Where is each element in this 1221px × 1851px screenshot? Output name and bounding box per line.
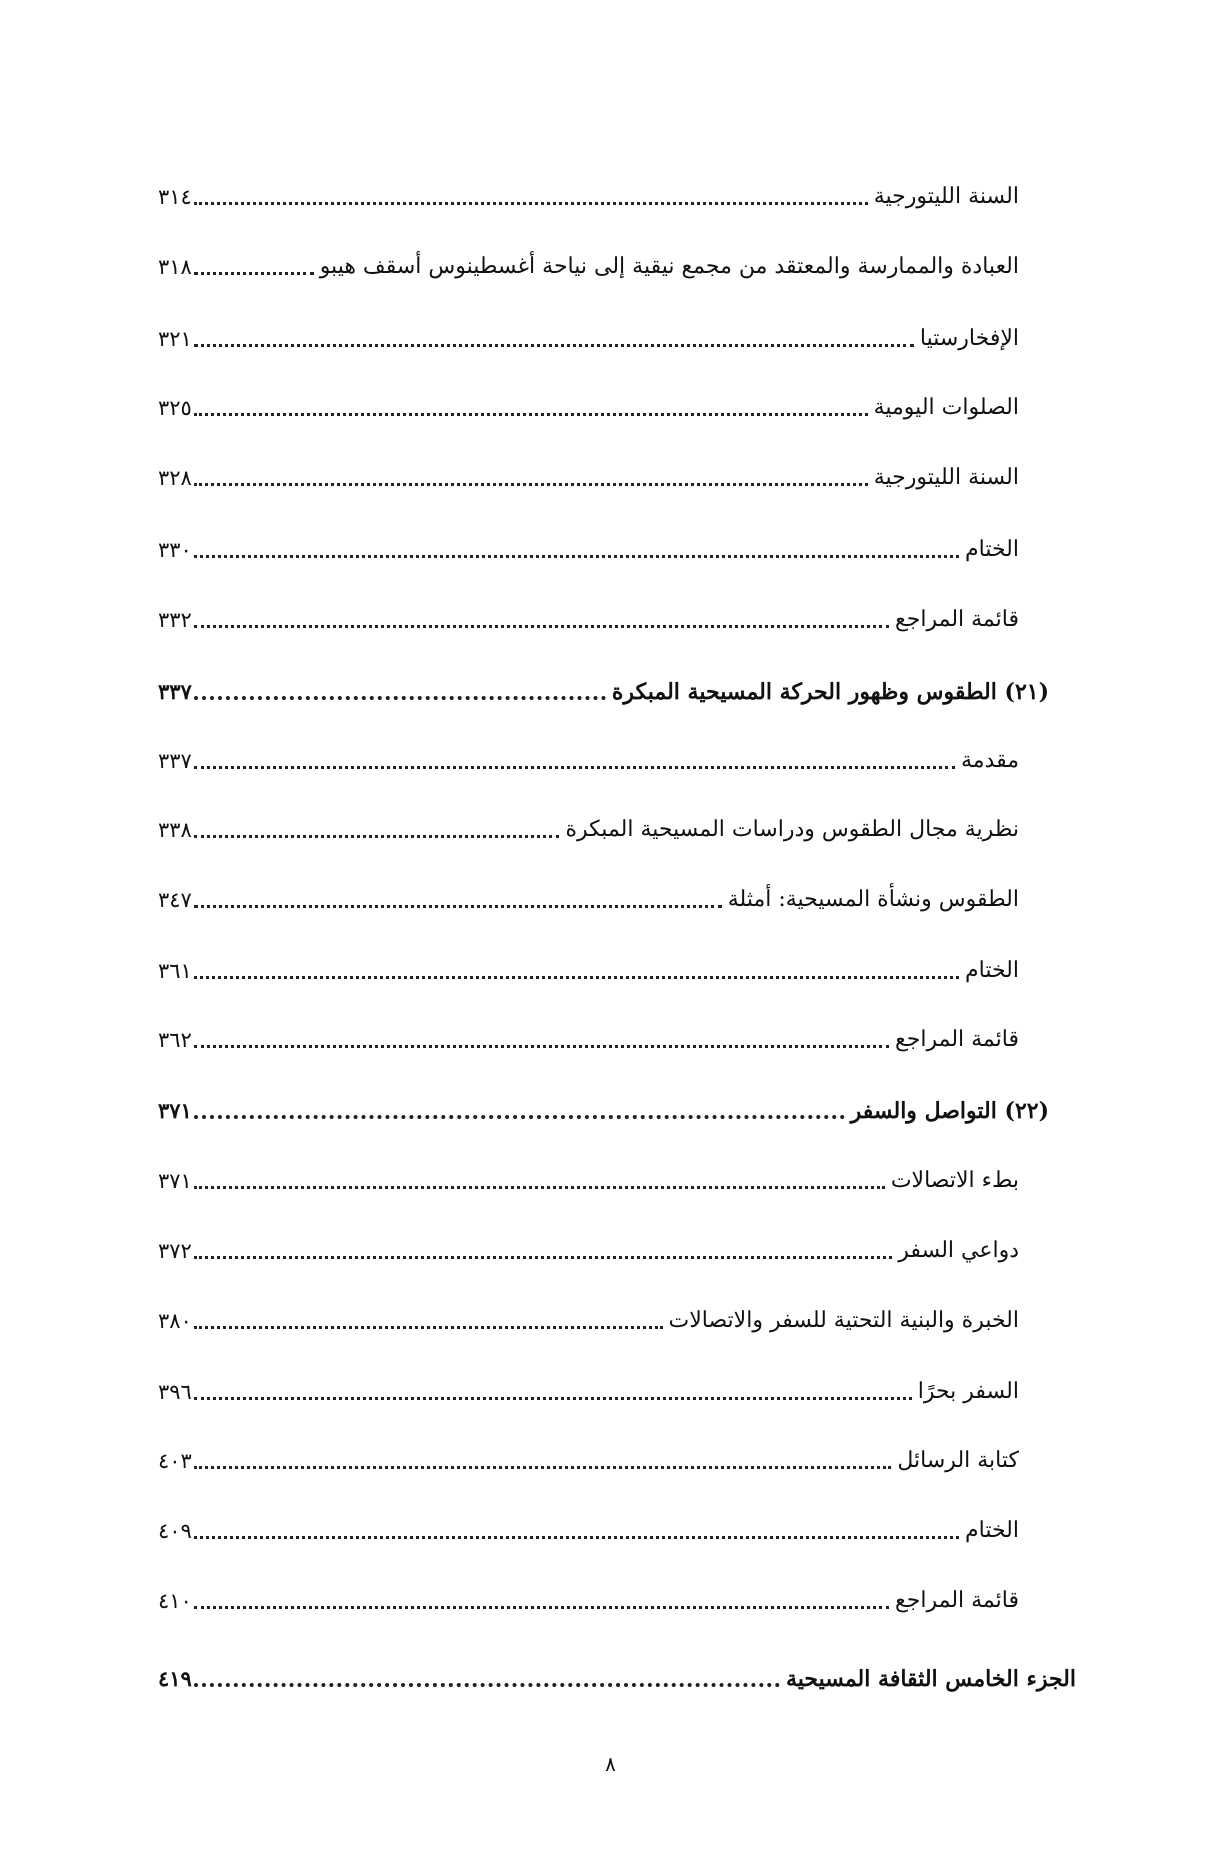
dot-leader (194, 1045, 889, 1048)
toc-entry (158, 1226, 1019, 1266)
toc-entry-title: قائمة المراجع (895, 607, 1019, 632)
toc-chapter-entry (158, 667, 1049, 707)
dot-leader (194, 1683, 780, 1687)
toc-entry-page: ٤١٩ (158, 1666, 192, 1691)
toc-entry (158, 383, 1019, 423)
toc-entry (158, 172, 1019, 212)
toc-entry-page: ٤٠٩ (158, 1519, 192, 1543)
toc-entry-title: (٢١) الطقوس وظهور الحركة المسيحية المبكرة (611, 679, 1049, 705)
toc-entry (158, 875, 1019, 915)
toc-entry-line (158, 393, 1019, 423)
toc-entry-title: الطقوس ونشأة المسيحية: أمثلة (727, 887, 1019, 912)
toc-entry-page: ٣٣٧ (158, 749, 192, 773)
toc-entry-line (158, 1664, 1076, 1694)
toc-entry-title: مقدمة (960, 748, 1019, 773)
toc-entry (158, 595, 1019, 635)
dot-leader (194, 344, 914, 347)
toc-entry-page: ٣٣٧ (158, 679, 192, 704)
dot-leader (194, 272, 314, 275)
dot-leader (194, 1397, 912, 1400)
toc-entry (158, 1015, 1019, 1055)
dot-leader (194, 1606, 889, 1609)
toc-entry-line (158, 252, 1019, 282)
toc-entry-title: العبادة والممارسة والمعتقد من مجمع نيقية إلى نياحة أغسطينوس أسقف هيبو (319, 254, 1019, 279)
toc-entry (158, 525, 1019, 565)
toc-entry (158, 736, 1019, 776)
toc-entry-page: ٣٢٥ (158, 396, 192, 420)
toc-entry-title: السنة الليتورجية (873, 465, 1019, 490)
toc-entry (158, 242, 1019, 282)
dot-leader (194, 1466, 892, 1469)
toc-entry-title: الصلوات اليومية (873, 395, 1019, 420)
toc-entry (158, 1367, 1019, 1407)
dot-leader (194, 202, 868, 205)
toc-entry (158, 453, 1019, 493)
toc-entry-line (158, 677, 1049, 707)
toc-entry (158, 314, 1019, 354)
toc-entry-title: كتابة الرسائل (897, 1448, 1019, 1473)
toc-entry-title: (٢٢) التواصل والسفر (850, 1098, 1049, 1124)
toc-entry-line (158, 1377, 1019, 1407)
toc-entry-title: الختام (965, 537, 1019, 562)
toc-entry-title: الختام (965, 1518, 1019, 1543)
toc-entry-title: قائمة المراجع (895, 1588, 1019, 1613)
dot-leader (194, 1256, 892, 1259)
toc-entry-page: ٣٦٢ (158, 1028, 192, 1052)
toc-chapter-entry (158, 1086, 1049, 1126)
toc-entry-line (158, 885, 1019, 915)
toc-entry (158, 1156, 1019, 1196)
toc-entry-title: الإفخارستيا (919, 326, 1019, 351)
toc-entry-page: ٣٢٨ (158, 466, 192, 490)
toc-entry-page: ٤٠٣ (158, 1449, 192, 1473)
dot-leader (194, 905, 722, 908)
toc-entry (158, 1296, 1019, 1336)
toc-entry-title: نظرية مجال الطقوس ودراسات المسيحية المبكرة (565, 817, 1019, 842)
toc-entry-page: ٣٩٦ (158, 1380, 192, 1404)
toc-part-entry (158, 1654, 1076, 1694)
toc-entry-line (158, 182, 1019, 212)
dot-leader (194, 1536, 959, 1539)
toc-entry-title: دواعي السفر (898, 1238, 1019, 1263)
dot-leader (194, 766, 955, 769)
toc-entry-page: ٣٤٧ (158, 888, 192, 912)
dot-leader (194, 835, 560, 838)
dot-leader (194, 1115, 845, 1119)
toc-entry-page: ٣٧١ (158, 1098, 192, 1123)
dot-leader (194, 1326, 663, 1329)
toc-entry-line (158, 815, 1019, 845)
toc-entry (158, 1576, 1019, 1616)
dot-leader (194, 555, 959, 558)
page-number: ٨ (605, 1752, 616, 1776)
toc-entry-page: ٣٧١ (158, 1169, 192, 1193)
toc-entry-line (158, 746, 1019, 776)
dot-leader (194, 976, 959, 979)
dot-leader (194, 483, 868, 486)
toc-entry-page: ٣٧٢ (158, 1239, 192, 1263)
toc-entry-line (158, 1025, 1019, 1055)
toc-entry-line (158, 1096, 1049, 1126)
toc-entry-line (158, 1306, 1019, 1336)
toc-entry-line (158, 535, 1019, 565)
toc-entry-title: بطء الاتصالات (890, 1168, 1019, 1193)
toc-entry-line (158, 463, 1019, 493)
toc-entry-page: ٣٨٠ (158, 1309, 192, 1333)
toc-entry (158, 1506, 1019, 1546)
toc-entry-page: ٣٣٢ (158, 608, 192, 632)
toc-entry-line (158, 1586, 1019, 1616)
toc-entry-line (158, 605, 1019, 635)
dot-leader (194, 413, 868, 416)
toc-entry-page: ٣٣٠ (158, 538, 192, 562)
dot-leader (194, 696, 606, 700)
dot-leader (194, 1186, 885, 1189)
toc-entry-page: ٣٣٨ (158, 818, 192, 842)
toc-entry-title: السنة الليتورجية (873, 184, 1019, 209)
toc-entry-page: ٣١٤ (158, 185, 192, 209)
dot-leader (194, 625, 889, 628)
toc-entry-line (158, 324, 1019, 354)
toc-entry-page: ٣١٨ (158, 255, 192, 279)
toc-entry-title: الختام (965, 958, 1019, 983)
toc-entry-page: ٤١٠ (158, 1589, 192, 1613)
toc-entry-page: ٣٢١ (158, 327, 192, 351)
toc-entry-line (158, 1236, 1019, 1266)
toc-entry-line (158, 1516, 1019, 1546)
toc-entry-line (158, 1166, 1019, 1196)
toc-entry (158, 805, 1019, 845)
toc-entry-title: قائمة المراجع (895, 1027, 1019, 1052)
toc-entry (158, 1436, 1019, 1476)
toc-entry-title: الخبرة والبنية التحتية للسفر والاتصالات (668, 1308, 1019, 1333)
toc-entry-title: السفر بحرًا (917, 1379, 1019, 1404)
toc-entry (158, 946, 1019, 986)
toc-entry-line (158, 956, 1019, 986)
toc-entry-line (158, 1446, 1019, 1476)
toc-entry-title: الجزء الخامس الثقافة المسيحية (785, 1666, 1076, 1692)
toc-entry-page: ٣٦١ (158, 959, 192, 983)
